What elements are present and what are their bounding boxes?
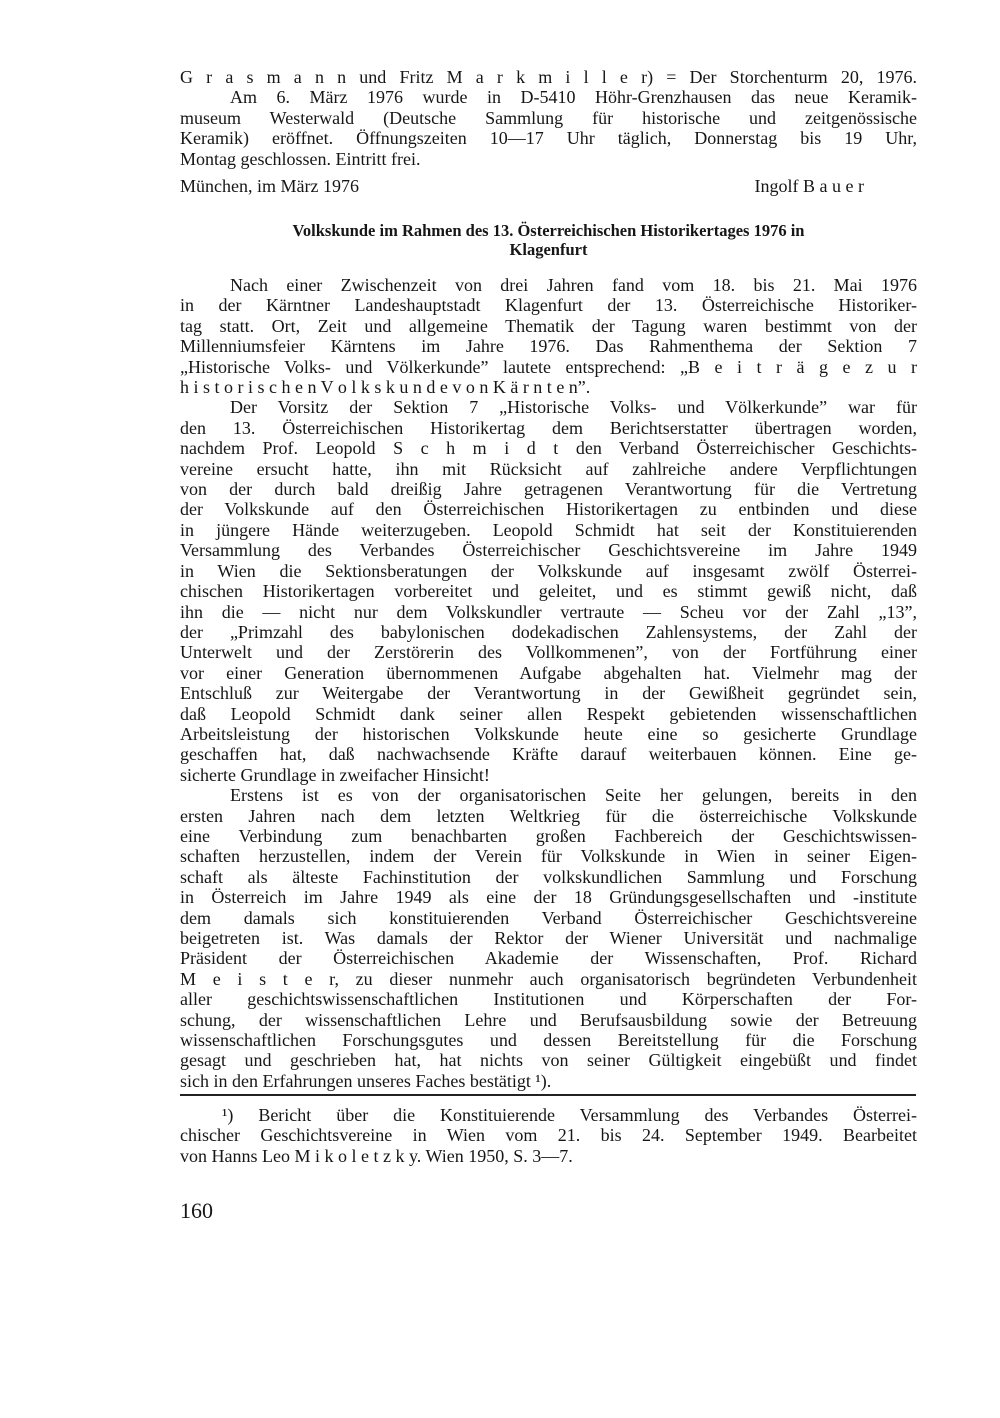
text-line: daß Leopold Schmidt dank seiner allen Respekt gebietenden wissenschaftlichen (180, 703, 917, 724)
text-line: schaft als älteste Fachinstitution der volkskundlichen Sammlung und Forschung (180, 866, 917, 887)
text-line: Montag geschlossen. Eintritt frei. (180, 148, 421, 169)
text-line: vereine ersucht hatte, ihn mit Rücksicht auf zahlreiche andere Verpflichtungen (180, 458, 917, 479)
text-line: von der durch bald dreißig Jahre getragenen Verantwortung für die Vertretung (180, 479, 917, 500)
paragraph (180, 397, 917, 785)
footnote-line: ¹) Bericht über die Konstituierende Versammlung des Verbandes Österrei- (222, 1105, 917, 1125)
text-line: gesagt und geschrieben hat, hat nichts von seiner Gültigkeit eingebüßt und findet (180, 1050, 917, 1071)
text-line: Keramik) eröffnet. Öffnungszeiten 10—17 Uhr täglich, Donnerstag bis 19 Uhr, (180, 128, 917, 149)
text-line: Millenniumsfeier Kärntens im Jahre 1976. Das Rahmenthema der Sektion 7 (180, 336, 917, 357)
text-line: geschaffen hat, daß nachwachsende Kräfte darauf weiterbauen können. Eine ge- (180, 744, 917, 765)
previous-article-ending (180, 67, 917, 169)
text-line: „Historische Volks- und Völkerkunde” lautete entsprechend: „B e i t r ä g e z u r (180, 356, 917, 377)
article-title (180, 221, 917, 259)
text-line: sich in den Erfahrungen unseres Faches bestätigt ¹). (180, 1070, 552, 1091)
text-line: sicherte Grundlage in zweifacher Hinsicht! (180, 764, 490, 785)
article-title-line: Volkskunde im Rahmen des 13. Österreichischen Historikertages 1976 in (292, 221, 805, 240)
text-line: aller geschichtswissenschaftlichen Institutionen und Körperschaften der For- (180, 989, 917, 1010)
text-line: nachdem Prof. Leopold S c h m i d t den Verband Österreichischer Geschichts- (180, 438, 917, 459)
paragraph (180, 275, 917, 397)
place-date: München, im März 1976 (180, 176, 359, 196)
signature-line (180, 176, 864, 197)
text-line: eine Verbindung zum benachbarten großen Fachbereich der Geschichtswissen- (180, 825, 917, 846)
text-line: Arbeitsleistung der historischen Volkskunde heute eine so gesicherte Grundlage (180, 723, 917, 744)
text-line: wissenschaftlichen Forschungsgutes und dessen Bereitstellung für die Forschung (180, 1030, 917, 1051)
text-line: in Wien die Sektionsberatungen der Volkskunde auf insgesamt zwölf Österrei- (180, 560, 917, 581)
article-body (180, 275, 917, 1091)
text-line: schaften herzustellen, indem der Verein für Volkskunde in Wien in seiner Eigen- (180, 846, 917, 867)
text-line: den 13. Österreichischen Historikertag dem Berichtserstatter übertragen worden, (180, 417, 917, 438)
text-line: Am 6. März 1976 wurde in D-5410 Höhr-Grenzhausen das neue Keramik- (230, 87, 917, 108)
footnote-line: chischer Geschichtsvereine in Wien vom 21. bis 24. September 1949. Bearbeitet (180, 1125, 917, 1146)
text-line: ersten Jahren nach dem letzten Weltkrieg für die österreichische Volkskunde (180, 805, 917, 826)
text-line: dem damals sich konstituierenden Verband Österreichischer Geschichtsvereine (180, 907, 917, 928)
article-title-line: Klagenfurt (509, 240, 588, 259)
footnote-line: von Hanns Leo M i k o l e t z k y. Wien 1950, S. 3—7. (180, 1145, 573, 1166)
text-line: Erstens ist es von der organisatorischen Seite her gelungen, bereits in den (230, 785, 917, 806)
text-line: M e i s t e r, zu dieser nunmehr auch organisatorisch begründeten Verbundenheit (180, 968, 917, 989)
text-line: Versammlung des Verbandes Österreichischer Geschichtsvereine im Jahre 1949 (180, 540, 917, 561)
text-line: in der Kärntner Landeshauptstadt Klagenfurt der 13. Österreichische Historiker- (180, 295, 917, 316)
footnote-divider (180, 1094, 916, 1096)
text-line: in jüngere Hände weiterzugeben. Leopold Schmidt hat seit der Konstituierenden (180, 519, 917, 540)
text-line: der Volkskunde auf den Österreichischen Historikertagen zu entbinden und diese (180, 499, 917, 520)
text-line: Der Vorsitz der Sektion 7 „Historische Volks- und Völkerkunde” war für (230, 397, 917, 418)
text-line: ihn die — nicht nur dem Volkskundler vertraute — Scheu vor der Zahl „13”, (180, 601, 917, 622)
text-line: schung, der wissenschaftlichen Lehre und Berufsausbildung sowie der Betreuung (180, 1009, 917, 1030)
text-line: beigetreten ist. Was damals der Rektor der Wiener Universität und nachmalige (180, 928, 917, 948)
text-line: Unterwelt und der Zerstörerin des Vollkommenen”, von der Fortführung einer (180, 642, 917, 663)
text-line: chischen Historikertagen vorbereitet und geleitet, und es stimmt gewiß nicht, daß (180, 581, 917, 602)
text-line: tag statt. Ort, Zeit und allgemeine Thematik der Tagung waren bestimmt von der (180, 315, 917, 336)
text-line: h i s t o r i s c h e n V o l k s k u n d e v o n K ä r n t e n”. (180, 377, 591, 398)
text-line: in Österreich im Jahre 1949 als eine der 18 Gründungsgesellschaften und -institute (180, 887, 917, 908)
text-line: G r a s m a n n und Fritz M a r k m i l l e r) = Der Storchenturm 20, 1976. (180, 67, 917, 87)
author-name: Ingolf B a u e r (754, 176, 864, 196)
text-line: Nach einer Zwischenzeit von drei Jahren fand vom 18. bis 21. Mai 1976 (230, 275, 917, 295)
paragraph (180, 785, 917, 1091)
text-line: museum Westerwald (Deutsche Sammlung für historische und zeitgenössische (180, 107, 917, 128)
text-line: vor einer Generation übernommenen Aufgabe abgehalten hat. Vielmehr mag der (180, 662, 917, 683)
text-line: Entschluß zur Weitergabe der Verantwortung in der Gewißheit gegründet sein, (180, 683, 917, 704)
page-number: 160 (180, 1198, 213, 1223)
text-line: der „Primzahl des babylonischen dodekadischen Zahlensystems, der Zahl der (180, 621, 917, 642)
footnote (180, 1105, 917, 1166)
text-line: Präsident der Österreichischen Akademie der Wissenschaften, Prof. Richard (180, 948, 917, 969)
